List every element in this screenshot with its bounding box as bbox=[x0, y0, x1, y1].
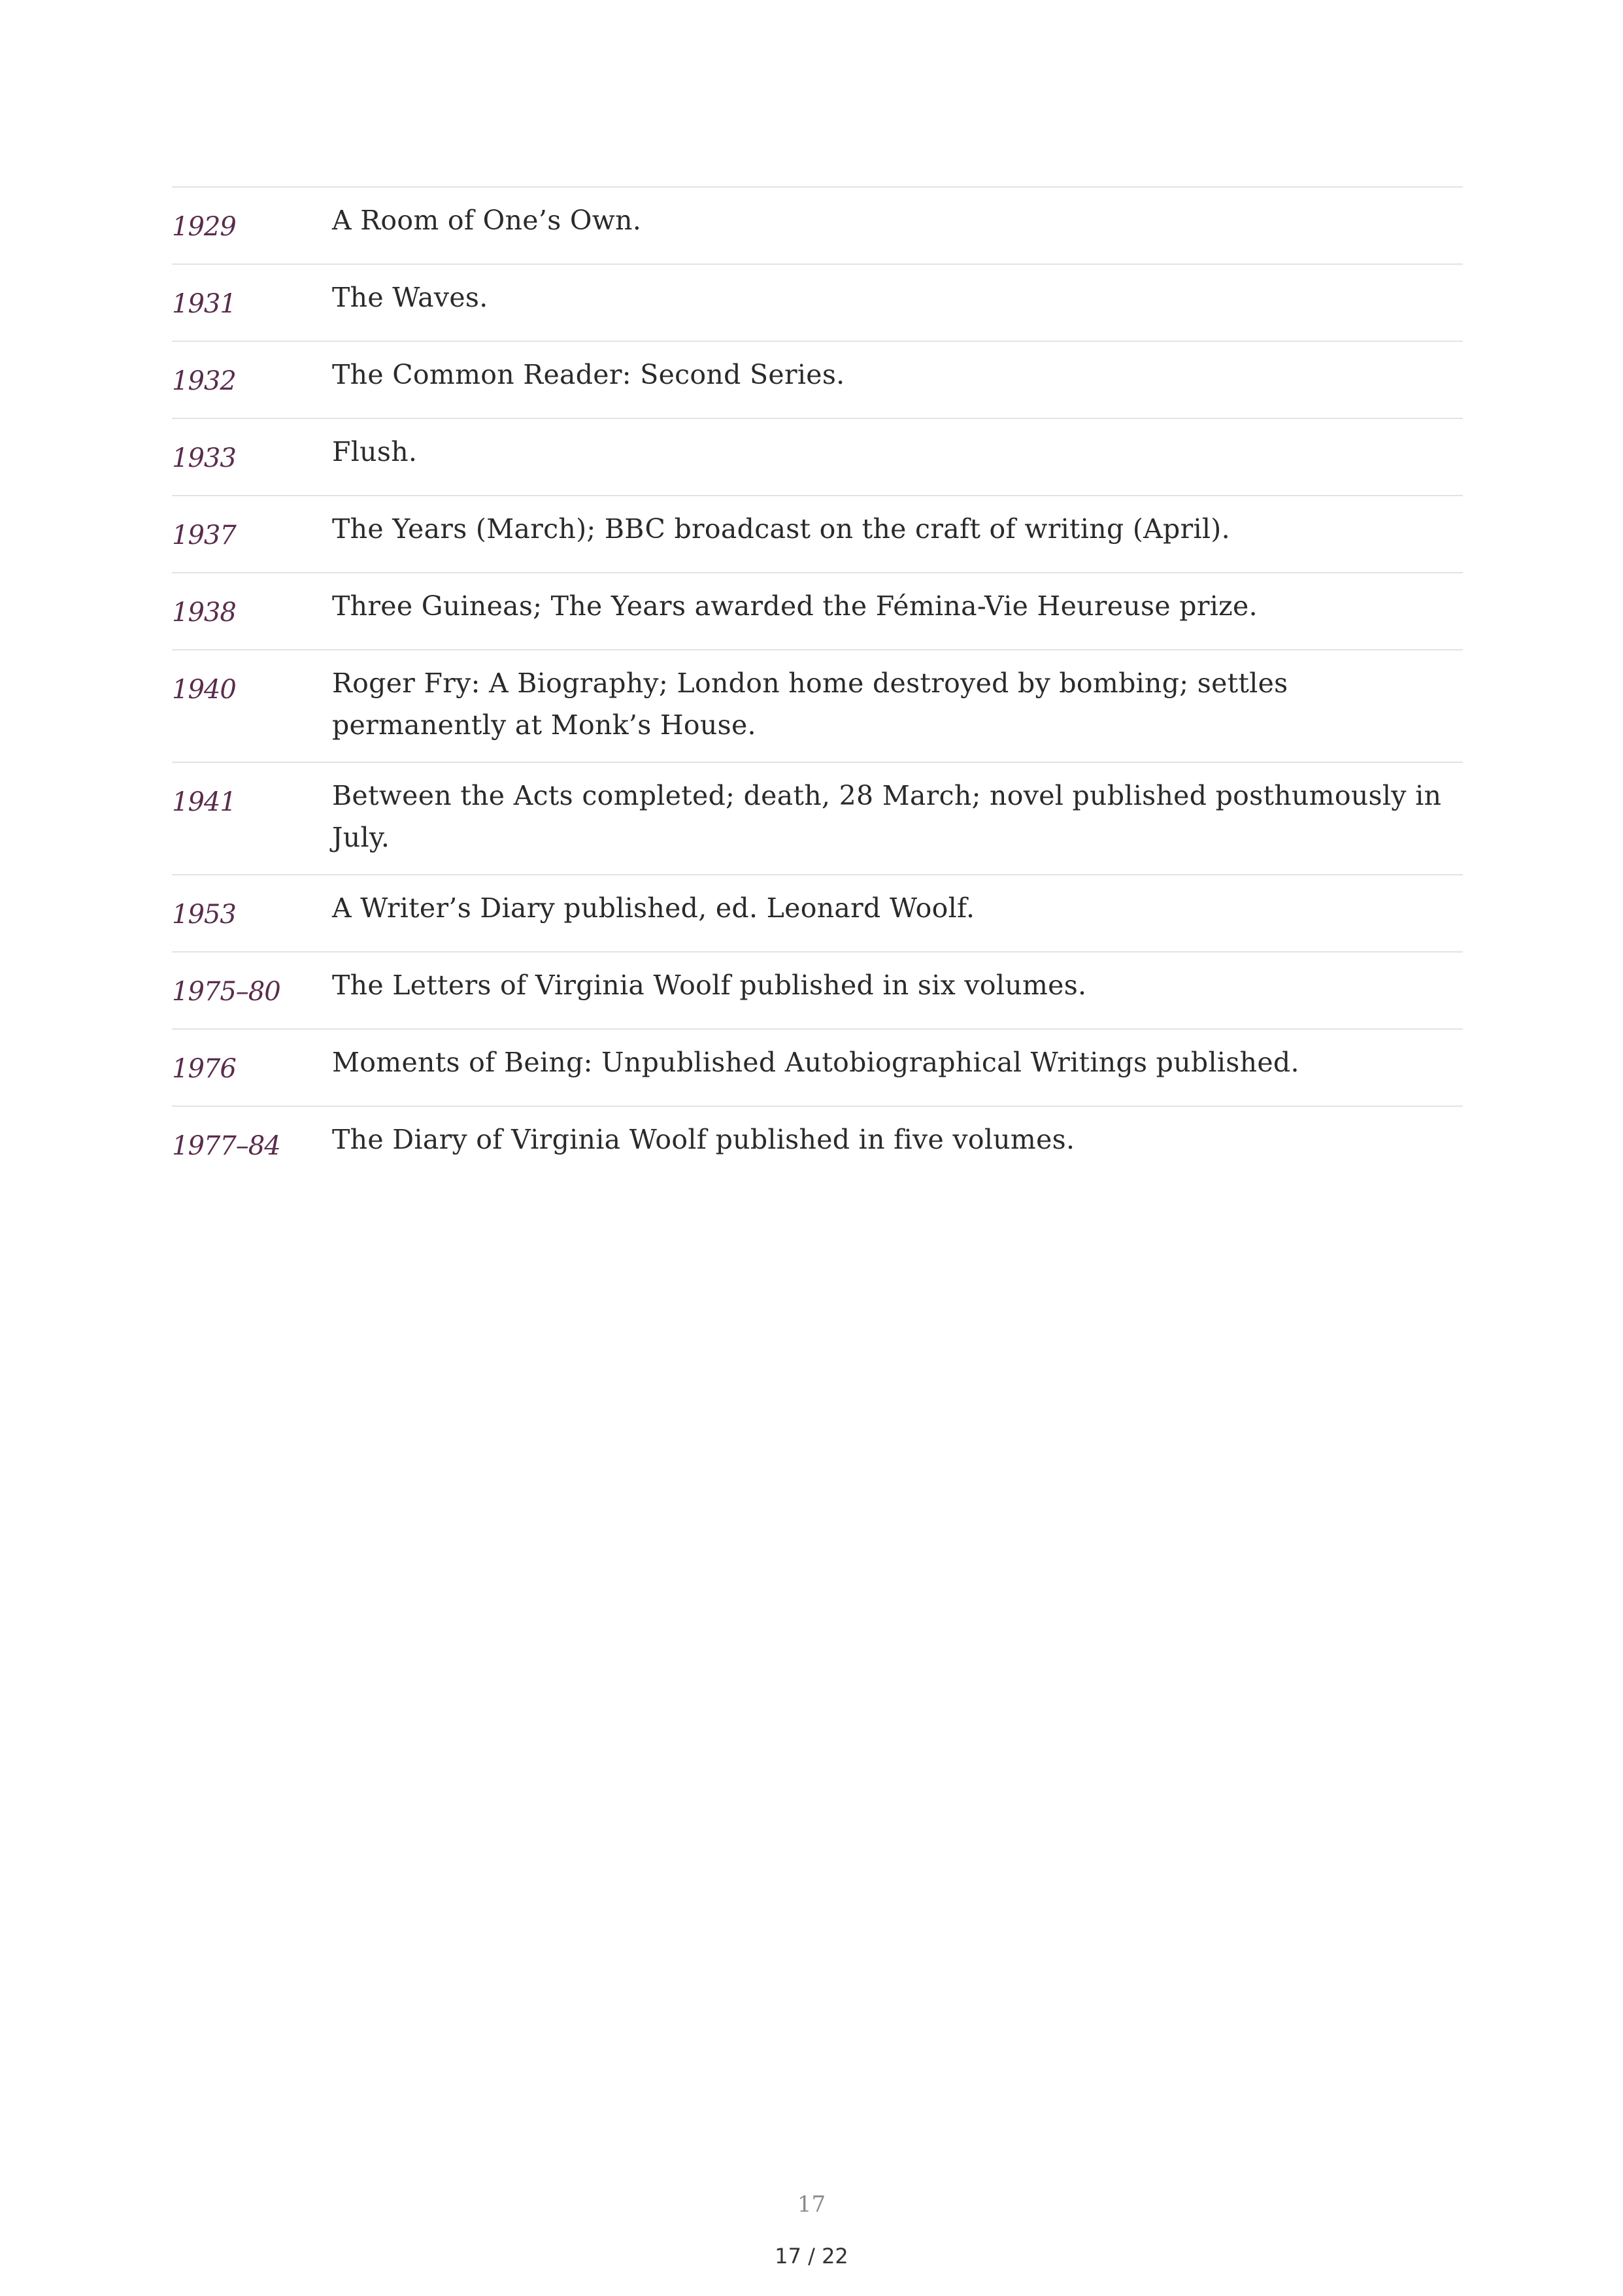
viewer-page-indicator: 17 / 22 bbox=[775, 2244, 848, 2269]
chronology-year: 1931 bbox=[172, 289, 236, 319]
chronology-event: A Writer’s Diary published, ed. Leonard Woolf. bbox=[332, 892, 975, 924]
chronology-event: Moments of Being: Unpublished Autobiographical Writings published. bbox=[332, 1047, 1299, 1078]
chronology-year: 1940 bbox=[172, 675, 236, 705]
chronology-event: The Years (March); BBC broadcast on the craft of writing (April). bbox=[332, 513, 1230, 545]
chronology-event: The Letters of Virginia Woolf published in six volumes. bbox=[332, 970, 1087, 1001]
chronology-row bbox=[172, 419, 1463, 496]
chronology-event: Between the Acts completed; death, 28 March; novel published posthumously in July. bbox=[332, 780, 1442, 853]
chronology-row bbox=[172, 188, 1463, 265]
chronology-row bbox=[172, 953, 1463, 1030]
chronology-row bbox=[172, 875, 1463, 953]
chronology-year: 1933 bbox=[172, 443, 236, 473]
chronology-event: The Common Reader: Second Series. bbox=[332, 359, 845, 390]
chronology-year: 1932 bbox=[172, 366, 236, 396]
chronology-year: 1975–80 bbox=[172, 977, 280, 1007]
page-number: 17 bbox=[797, 2191, 826, 2218]
chronology-row bbox=[172, 763, 1463, 875]
chronology-event: The Waves. bbox=[332, 282, 488, 313]
chronology-row bbox=[172, 1030, 1463, 1107]
chronology-event: Three Guineas; The Years awarded the Fémina-Vie Heureuse prize. bbox=[332, 590, 1258, 622]
chronology-row bbox=[172, 496, 1463, 573]
chronology-table bbox=[172, 186, 1463, 1183]
chronology-year: 1977–84 bbox=[172, 1131, 280, 1161]
chronology-event: The Diary of Virginia Woolf published in five volumes. bbox=[332, 1124, 1075, 1155]
chronology-year: 1941 bbox=[172, 787, 236, 817]
chronology-row bbox=[172, 573, 1463, 650]
chronology-year: 1953 bbox=[172, 900, 236, 930]
chronology-row bbox=[172, 650, 1463, 763]
chronology-row bbox=[172, 265, 1463, 342]
chronology-event: A Room of One’s Own. bbox=[332, 205, 642, 236]
chronology-year: 1938 bbox=[172, 598, 236, 628]
chronology-event: Flush. bbox=[332, 436, 418, 467]
chronology-year: 1937 bbox=[172, 520, 236, 550]
chronology-row bbox=[172, 342, 1463, 419]
chronology-row bbox=[172, 1107, 1463, 1183]
chronology-year: 1976 bbox=[172, 1054, 236, 1084]
chronology-event: Roger Fry: A Biography; London home destroyed by bombing; settles permanently at Monk’s House. bbox=[332, 667, 1288, 741]
chronology-year: 1929 bbox=[172, 212, 236, 242]
